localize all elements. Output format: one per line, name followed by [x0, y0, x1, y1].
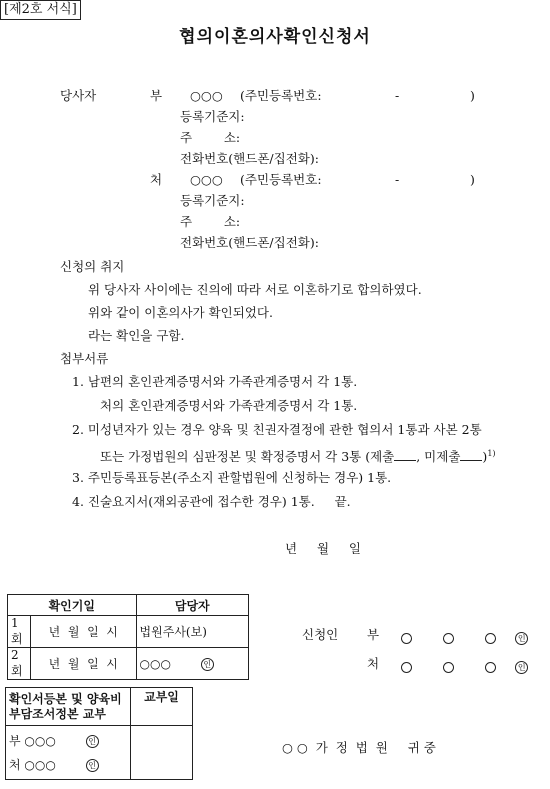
circle-mark: [485, 633, 496, 644]
issuance-date-cell: [131, 726, 193, 780]
purpose-line: 라는 확인을 구함.: [88, 328, 185, 343]
attachment-item: 또는 가정법원의 심판정본 및 확정증명서 각 3통 (제출 , 미제출 )$^{1)}$: [100, 449, 496, 465]
purpose-heading: 신청의 취지: [60, 259, 125, 274]
husband-phone-label: 전화번호(핸드폰/집전화):: [180, 151, 319, 166]
not-submit-count-blank: [460, 460, 482, 461]
husband-name: ○○○: [190, 88, 223, 103]
issuance-wife-name: ○○○: [24, 757, 56, 772]
not-submit-label: , 미제출: [416, 449, 461, 465]
husband-role: 부: [150, 88, 163, 103]
confirm-date-table: [7, 594, 249, 680]
wife-rrn-close: ): [470, 172, 475, 187]
seal-icon: 인: [515, 632, 528, 645]
applicant-husband-name-placeholder: [401, 628, 528, 647]
officer-sign-cell: [136, 648, 248, 680]
issuance-husband-name: ○○○: [24, 733, 56, 748]
attachment-item: 처의 혼인관계증명서와 가족관계증명서 각 1통.: [100, 398, 358, 413]
issuance-header: 확인서등본 및 양육비부담조서정본 교부: [6, 688, 131, 726]
purpose-line: 위와 같이 이혼의사가 확인되었다.: [88, 305, 273, 320]
wife-address-label: 주 소:: [180, 214, 241, 229]
attachment-item-text: 또는 가정법원의 심판정본 및 확정증명서 각 3통 (제출: [100, 449, 395, 465]
husband-rrn-close: ): [470, 88, 475, 103]
issuance-recipients: [6, 726, 131, 780]
wife-rrn-label: (주민등록번호:: [240, 172, 322, 187]
circle-mark: [401, 633, 412, 644]
wife-name: ○○○: [190, 172, 223, 187]
issuance-husband-role: 부: [9, 733, 21, 748]
officer-header: 담당자: [136, 595, 248, 616]
issuance-table: [5, 687, 193, 780]
confirm-date-cell: 년 월 일 시: [31, 648, 137, 680]
date-line: 년 월 일: [285, 541, 361, 556]
seal-icon: 인: [515, 661, 528, 674]
applicant-wife-name-placeholder: [401, 657, 528, 676]
confirm-date-header: 확인기일: [8, 595, 137, 616]
form-number-tag: [제2호 서식]: [0, 0, 81, 20]
applicant-label: 신청인: [302, 627, 339, 642]
confirm-date-cell: 년 월 일 시: [31, 616, 137, 648]
wife-role: 처: [150, 172, 163, 187]
attachment-item: 3. 주민등록표등본(주소지 관할법원에 신청하는 경우) 1통.: [72, 470, 392, 485]
wife-registry-label: 등록기준지:: [180, 193, 245, 208]
officer-name: ○○○: [139, 656, 171, 671]
applicant-husband-role: 부: [367, 627, 380, 642]
circle-mark: [485, 662, 496, 673]
circle-mark: [401, 662, 412, 673]
husband-address-label: 주 소:: [180, 130, 241, 145]
attachment-item: 1. 남편의 혼인관계증명서와 가족관계증명서 각 1통.: [72, 374, 358, 389]
circle-mark: [443, 633, 454, 644]
court-addressee: ○ ○ 가 정 법 원 귀 중: [282, 740, 436, 755]
husband-registry-label: 등록기준지:: [180, 109, 245, 124]
applicant-wife-role: 처: [367, 656, 380, 671]
issuance-date-header: 교부일: [131, 688, 193, 726]
footnote-mark: 1): [487, 449, 496, 458]
attachment-item: 2. 미성년자가 있는 경우 양육 및 친권자결정에 관한 협의서 1통과 사본 2통: [72, 422, 482, 437]
circle-mark: [443, 662, 454, 673]
submit-count-blank: [394, 460, 416, 461]
husband-rrn-dash: -: [395, 88, 400, 103]
seal-icon: 인: [86, 735, 99, 748]
attachment-item: 4. 진술요지서(재외공관에 접수한 경우) 1통. 끝.: [72, 494, 351, 509]
officer-cell: 법원주사(보): [136, 616, 248, 648]
issuance-wife-role: 처: [9, 757, 21, 772]
party-label: 당사자: [60, 88, 97, 103]
wife-phone-label: 전화번호(핸드폰/집전화):: [180, 235, 319, 250]
row-label: 1회: [8, 616, 31, 648]
wife-rrn-dash: -: [395, 172, 400, 187]
purpose-line: 위 당사자 사이에는 진의에 따라 서로 이혼하기로 합의하였다.: [88, 282, 422, 297]
row-label: 2회: [8, 648, 31, 680]
seal-icon: 인: [86, 759, 99, 772]
page-title: 협의이혼의사확인신청서: [179, 27, 371, 47]
seal-icon: 인: [201, 658, 214, 671]
husband-rrn-label: (주민등록번호:: [240, 88, 322, 103]
attachments-heading: 첨부서류: [60, 351, 109, 366]
